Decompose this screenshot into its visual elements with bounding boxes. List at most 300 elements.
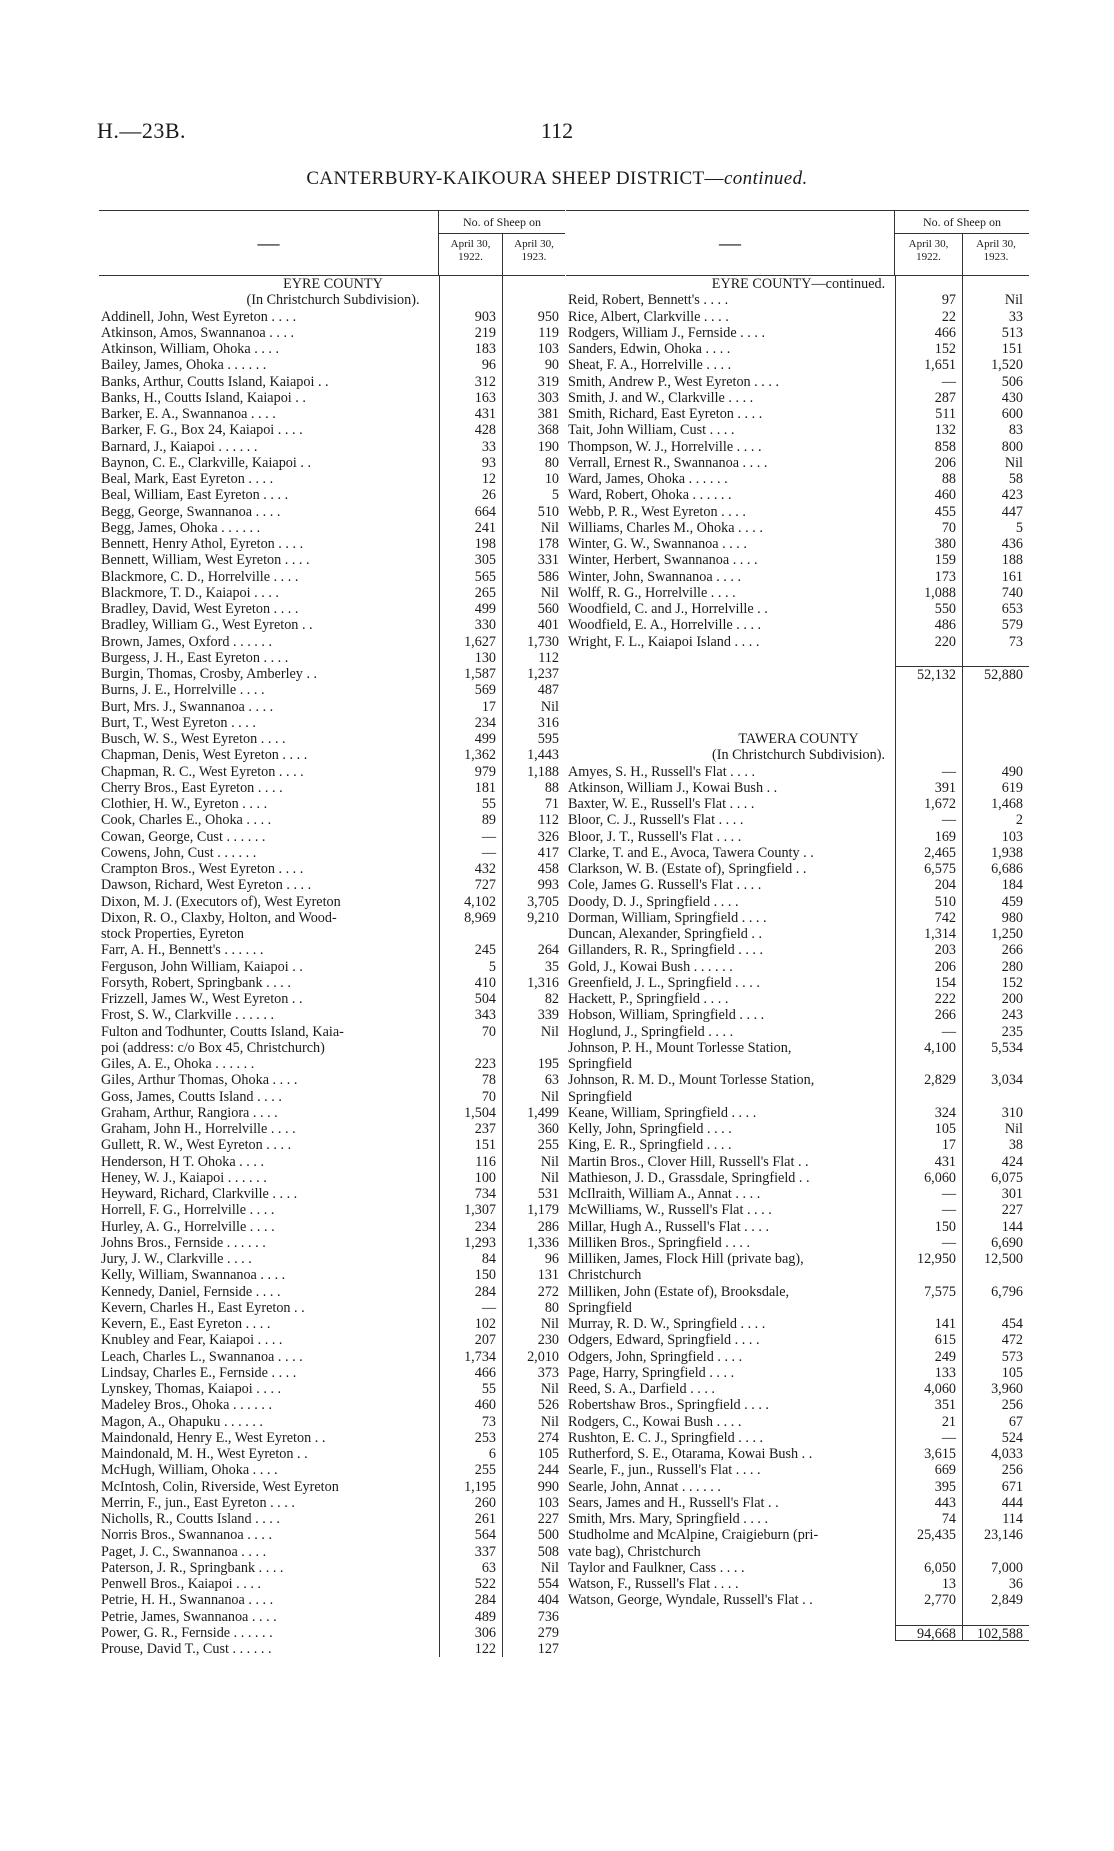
sheep-count-1922: 460 — [474, 1397, 496, 1414]
sheep-count-1922: 130 — [474, 649, 496, 666]
sheep-count-1923: 1,520 — [991, 357, 1023, 374]
sheep-count-1923: Nil — [540, 698, 559, 715]
sheep-count-1923: 80 — [544, 1299, 559, 1316]
sheep-count-1923: 144 — [1001, 1218, 1023, 1235]
sheep-count-1923: 619 — [1001, 779, 1023, 796]
sheep-count-1922: 343 — [474, 1007, 496, 1024]
sheep-count-1923: 96 — [544, 1251, 559, 1267]
owner-name: Blackmore, C. D., Horrelville . . . . — [101, 568, 299, 585]
sheep-count-1923: 1,188 — [527, 763, 559, 780]
sheep-count-1923: Nil — [540, 1088, 559, 1105]
sheep-count-1922: 351 — [934, 1397, 956, 1414]
table-row — [99, 1170, 565, 1186]
sheep-group-label: No. of Sheep on — [895, 211, 1029, 234]
sheep-count-1923: 980 — [1001, 909, 1023, 926]
table-row — [99, 747, 565, 763]
table-row — [99, 1397, 565, 1413]
owner-name: Chapman, R. C., West Eyreton . . . . — [101, 763, 304, 780]
sheep-count-1923: 280 — [1001, 958, 1023, 975]
owner-name: Lindsay, Charles E., Fernside . . . . — [101, 1364, 297, 1381]
owner-name: McIlraith, William A., Annat . . . . — [568, 1186, 761, 1202]
owner-name: Amyes, S. H., Russell's Flat . . . . — [568, 763, 756, 780]
sheep-count-1923: Nil — [540, 1153, 559, 1170]
sheep-count-1923 — [502, 926, 565, 942]
section-heading — [566, 276, 1029, 292]
sheep-count-1922: 206 — [934, 454, 956, 471]
table-row — [566, 975, 1029, 991]
col-1923-header: April 30, 1923. — [502, 234, 565, 275]
owner-name: Graham, John H., Horrelville . . . . — [101, 1121, 296, 1137]
sheep-count-1923: 472 — [1001, 1332, 1023, 1349]
owner-name: Sanders, Edwin, Ohoka . . . . — [568, 341, 731, 357]
owner-name: Heney, W. J., Kaiapoi . . . . . . — [101, 1169, 267, 1186]
sheep-count-1922: 12,950 — [916, 1251, 956, 1267]
sheep-count-1923: 279 — [537, 1624, 559, 1641]
owner-name: Beal, William, East Eyreton . . . . — [101, 487, 289, 504]
sheep-count-1923: 454 — [1001, 1316, 1023, 1332]
table-row — [566, 341, 1029, 357]
owner-name: Forsyth, Robert, Springbank . . . . — [101, 974, 291, 991]
table-row — [566, 569, 1029, 585]
sheep-count-1922: 70 — [941, 519, 956, 536]
owner-name: Woodfield, C. and J., Horrelville . . — [568, 601, 768, 617]
sheep-count-1922: — — [941, 763, 956, 780]
sheep-count-1923: 83 — [1008, 422, 1023, 439]
sheep-count-1922: 204 — [934, 877, 956, 894]
owner-name: Johnson, R. M. D., Mount Torlesse Station, — [568, 1072, 815, 1089]
table-row — [566, 504, 1029, 520]
sheep-count-1922: 132 — [934, 422, 956, 439]
sheep-count-1923: 800 — [1001, 438, 1023, 455]
table-row — [566, 1544, 1029, 1560]
owner-name: Verrall, Ernest R., Swannanoa . . . . — [568, 454, 768, 471]
table-row — [99, 1056, 565, 1072]
sheep-count-1923: Nil — [540, 584, 559, 601]
sheep-count-1922: 255 — [474, 1462, 496, 1479]
name-column-header: — — [719, 230, 741, 255]
table-row — [99, 894, 565, 910]
owner-name: Hurley, A. G., Horrelville . . . . — [101, 1218, 275, 1235]
table-row — [566, 959, 1029, 975]
sheep-count-1923: 524 — [1001, 1429, 1023, 1446]
sheep-count-1922: 455 — [934, 503, 956, 520]
table-row — [99, 910, 565, 926]
sheep-count-1923: 653 — [1001, 601, 1023, 617]
table-row — [566, 877, 1029, 893]
sheep-count-1923: 459 — [1001, 893, 1023, 910]
sheep-count-1922: — — [941, 1023, 956, 1040]
sheep-count-1923: 38 — [1008, 1137, 1023, 1154]
table-row — [566, 1056, 1029, 1072]
sheep-count-1923 — [962, 1544, 1029, 1560]
owner-name: Burt, Mrs. J., Swannanoa . . . . — [101, 698, 274, 715]
owner-name: Addinell, John, West Eyreton . . . . — [101, 308, 297, 325]
sheep-count-1923: 424 — [1001, 1153, 1023, 1170]
owner-name: Madeley Bros., Ohoka . . . . . . — [101, 1397, 273, 1414]
table-row — [566, 682, 1029, 698]
sheep-count-1922: 203 — [934, 942, 956, 959]
owner-name: Penwell Bros., Kaiapoi . . . . — [101, 1576, 261, 1592]
owner-name: Studholme and McAlpine, Craigieburn (pri- — [568, 1527, 819, 1544]
owner-name: (In Christchurch Subdivision). — [246, 292, 420, 309]
sheep-count-1922: 569 — [474, 682, 496, 699]
sheep-count-1923: 114 — [1002, 1511, 1023, 1527]
sheep-count-1923: 71 — [544, 796, 559, 812]
sheep-count-1923: 586 — [537, 568, 559, 585]
owner-name: Watson, George, Wyndale, Russell's Flat . . — [568, 1592, 813, 1609]
sheep-count-1923: 1,468 — [991, 796, 1023, 812]
sheep-count-1923: 2,849 — [991, 1592, 1023, 1609]
sheep-count-1923: 579 — [1001, 617, 1023, 634]
sheep-count-1922: 173 — [934, 568, 956, 585]
sheep-count-1922: 100 — [474, 1169, 496, 1186]
sheep-count-1923: 256 — [1001, 1397, 1023, 1414]
table-row — [566, 1446, 1029, 1462]
owner-name: Kelly, John, Springfield . . . . — [568, 1121, 732, 1137]
owner-name: Bloor, J. T., Russell's Flat . . . . — [568, 828, 742, 845]
sheep-count-1922: — — [481, 828, 496, 845]
table-row — [566, 1284, 1029, 1300]
sheep-count-1923: 373 — [537, 1364, 559, 1381]
section-heading — [99, 292, 565, 308]
col-1922-header: April 30, 1922. — [908, 238, 949, 263]
sheep-count-1922: 486 — [934, 617, 956, 634]
table-row — [99, 715, 565, 731]
owner-name — [566, 1625, 895, 1641]
owner-name: Christchurch — [568, 1267, 642, 1284]
sheep-count-1922: 410 — [474, 974, 496, 991]
sheep-count-1922: 391 — [934, 779, 956, 796]
owner-name: Atkinson, William J., Kowai Bush . . — [568, 779, 778, 796]
owner-name: Farr, A. H., Bennett's . . . . . . — [101, 942, 264, 959]
sheep-count-1922: 1,088 — [924, 584, 956, 601]
sheep-count-1923: 4,033 — [991, 1446, 1023, 1462]
owner-name: Dorman, William, Springfield . . . . — [568, 909, 767, 926]
owner-name: Frizzell, James W., West Eyreton . . — [101, 991, 303, 1007]
table-row — [566, 780, 1029, 796]
table-row — [99, 1040, 565, 1056]
owner-name: Taylor and Faulkner, Cass . . . . — [568, 1559, 745, 1576]
sheep-count-1922: 4,060 — [924, 1381, 956, 1397]
sheep-count-1922: — — [941, 1202, 956, 1219]
table-row — [566, 455, 1029, 471]
owner-name: Millar, Hugh A., Russell's Flat . . . . — [568, 1218, 770, 1235]
sheep-count-1923: 119 — [538, 324, 559, 341]
sheep-count-1923: 33 — [1008, 308, 1023, 325]
owner-name: Beal, Mark, East Eyreton . . . . — [101, 471, 274, 487]
owner-name: Norris Bros., Swannanoa . . . . — [101, 1527, 273, 1544]
sheep-count-1923: 560 — [537, 601, 559, 617]
table-row — [99, 666, 565, 682]
sheep-count-1923: 430 — [1001, 389, 1023, 406]
table-row — [566, 1170, 1029, 1186]
owner-name: Woodfield, E. A., Horrelville . . . . — [568, 617, 762, 634]
sheep-count-1923: 6,075 — [991, 1169, 1023, 1186]
sheep-count-1923: 103 — [1001, 828, 1023, 845]
sheep-count-1923: 319 — [537, 373, 559, 390]
owner-name: Johnson, P. H., Mount Torlesse Station, — [568, 1039, 792, 1056]
owner-name: Graham, Arthur, Rangiora . . . . — [101, 1104, 278, 1121]
table-row — [99, 942, 565, 958]
sheep-count-1922: 4,100 — [924, 1039, 956, 1056]
sheep-count-1922: 380 — [934, 536, 956, 552]
sheep-count-1922: 395 — [934, 1478, 956, 1495]
owner-name: Milliken, John (Estate of), Brooksdale, — [568, 1283, 790, 1300]
owner-name: Sears, James and H., Russell's Flat . . — [568, 1494, 779, 1511]
sheep-count-1923: 200 — [1001, 991, 1023, 1007]
table-row — [566, 1267, 1029, 1283]
sheep-count-1923: 274 — [537, 1429, 559, 1446]
page-number: 112 — [540, 118, 574, 143]
sheep-count-1922: 234 — [474, 714, 496, 731]
owner-name: vate bag), Christchurch — [568, 1543, 701, 1560]
sheep-count-1923: 500 — [537, 1527, 559, 1544]
table-row — [99, 731, 565, 747]
sheep-count-1922: 305 — [474, 552, 496, 569]
sheep-count-1922: 52,132 — [895, 666, 962, 682]
owner-name: Baynon, C. E., Clarkville, Kaiapoi . . — [101, 454, 312, 471]
sheep-count-1922: 615 — [934, 1332, 956, 1349]
owner-name: Cowan, George, Cust . . . . . . — [101, 828, 266, 845]
table-row — [566, 1414, 1029, 1430]
sheep-count-1923: 5 — [1015, 519, 1023, 536]
table-row — [99, 569, 565, 585]
owner-name: Magon, A., Ohapuku . . . . . . — [101, 1413, 263, 1430]
sheep-count-1923: 950 — [537, 308, 559, 325]
left-table — [99, 210, 565, 1657]
sheep-count-1922: 234 — [474, 1218, 496, 1235]
table-row — [99, 390, 565, 406]
owner-name: Ward, Robert, Ohoka . . . . . . — [568, 487, 732, 504]
table-row — [99, 845, 565, 861]
table-row — [566, 894, 1029, 910]
table-row — [99, 650, 565, 666]
owner-name: Petrie, H. H., Swannanoa . . . . — [101, 1592, 274, 1609]
table-row — [99, 812, 565, 828]
sheep-count-1922: 489 — [474, 1608, 496, 1625]
sheep-count-1923: 339 — [537, 1007, 559, 1024]
sheep-count-1922: 55 — [481, 796, 496, 812]
sheep-count-1923: 272 — [537, 1283, 559, 1300]
table-row — [99, 1284, 565, 1300]
name-column-header: — — [257, 230, 280, 255]
sheep-count-1922: — — [481, 1299, 496, 1316]
table-row — [99, 439, 565, 455]
sheep-count-1922: 237 — [474, 1121, 496, 1137]
sheep-count-1923: 600 — [1001, 406, 1023, 422]
sheep-count-1923: 103 — [537, 341, 559, 357]
sheep-count-1922: 94,668 — [895, 1625, 962, 1641]
owner-name: Begg, George, Swannanoa . . . . — [101, 503, 281, 520]
sheep-count-1922: — — [481, 844, 496, 861]
owner-name: Clarke, T. and E., Avoca, Tawera County . . — [568, 844, 814, 861]
sheep-count-1923: 131 — [537, 1267, 559, 1284]
sheep-count-1922: — — [941, 812, 956, 829]
owner-name: Burt, T., West Eyreton . . . . — [101, 714, 256, 731]
section-heading — [566, 747, 1029, 763]
table-row — [99, 406, 565, 422]
table-row — [99, 1235, 565, 1251]
sheep-count-1922: 206 — [934, 958, 956, 975]
table-row — [99, 764, 565, 780]
owner-name: Baxter, W. E., Russell's Flat . . . . — [568, 796, 755, 812]
sheep-count-1922: 6,060 — [924, 1169, 956, 1186]
sheep-count-1923: 90 — [544, 357, 559, 374]
table-row — [566, 357, 1029, 373]
sheep-count-1923: 230 — [537, 1332, 559, 1349]
sheep-count-1922: 428 — [474, 422, 496, 439]
table-row — [566, 1609, 1029, 1625]
table-row — [99, 325, 565, 341]
sheep-count-1922: 432 — [474, 861, 496, 877]
sheep-count-1922: 431 — [474, 406, 496, 422]
sheep-count-1923: Nil — [1004, 1121, 1023, 1137]
table-row — [99, 634, 565, 650]
sheep-count-1923: 506 — [1001, 373, 1023, 390]
sheep-count-1922: 1,314 — [924, 926, 956, 942]
sheep-count-1923: 58 — [1008, 471, 1023, 487]
owner-name: Wolff, R. G., Horrelville . . . . — [568, 584, 736, 601]
table-row — [99, 1332, 565, 1348]
owner-name: Burns, J. E., Horrelville . . . . — [101, 682, 265, 699]
sheep-count-1922: 564 — [474, 1527, 496, 1544]
owner-name: Barnard, J., Kaiapoi . . . . . . — [101, 438, 258, 455]
sheep-count-1922: 466 — [474, 1364, 496, 1381]
owner-name: Keane, William, Springfield . . . . — [568, 1104, 757, 1121]
sheep-count-1923 — [962, 1089, 1029, 1105]
sheep-count-1922: 742 — [934, 909, 956, 926]
owner-name: poi (address: c/o Box 45, Christchurch) — [101, 1039, 325, 1056]
owner-name: Martin Bros., Clover Hill, Russell's Flat . . — [568, 1153, 809, 1170]
sheep-count-1922: 324 — [934, 1104, 956, 1121]
sheep-count-1922: 183 — [474, 341, 496, 357]
sheep-count-1922: 330 — [474, 617, 496, 634]
sheep-count-1923: 1,443 — [527, 747, 559, 764]
table-row — [566, 325, 1029, 341]
sheep-count-1922: 13 — [941, 1576, 956, 1592]
owner-name: Smith, Andrew P., West Eyreton . . . . — [568, 373, 780, 390]
sheep-count-1923: 63 — [544, 1072, 559, 1089]
sheep-count-1922: 260 — [474, 1494, 496, 1511]
table-row — [566, 1105, 1029, 1121]
sheep-count-1923: 5 — [551, 487, 559, 504]
sheep-count-1923: 360 — [537, 1121, 559, 1137]
table-row — [99, 1316, 565, 1332]
sheep-count-1922: 306 — [474, 1624, 496, 1641]
table-row — [566, 1332, 1029, 1348]
table-row — [566, 1462, 1029, 1478]
sheep-count-1923: 88 — [544, 779, 559, 796]
sheep-count-1923: 401 — [537, 617, 559, 634]
table-row — [99, 536, 565, 552]
sheep-count-1923: 286 — [537, 1218, 559, 1235]
table-row — [99, 1007, 565, 1023]
table-row — [99, 1024, 565, 1040]
table-row — [99, 1251, 565, 1267]
sheep-count-1922: 223 — [474, 1056, 496, 1072]
owner-name: Cook, Charles E., Ohoka . . . . — [101, 812, 272, 829]
sheep-count-1922: 1,504 — [464, 1104, 496, 1121]
table-row — [566, 910, 1029, 926]
table-row — [99, 1592, 565, 1608]
table-row — [566, 390, 1029, 406]
sheep-count-1923: 526 — [537, 1397, 559, 1414]
sheep-count-1922: 565 — [474, 568, 496, 585]
table-row — [99, 1446, 565, 1462]
sheep-count-header — [438, 211, 565, 275]
owner-name: Searle, John, Annat . . . . . . — [568, 1478, 721, 1495]
sheep-count-1922: 159 — [934, 552, 956, 569]
sheep-count-header — [894, 211, 1029, 275]
owner-name: Cherry Bros., East Eyreton . . . . — [101, 779, 283, 796]
sheep-count-1923: 195 — [537, 1056, 559, 1072]
sheep-count-1923: 303 — [537, 389, 559, 406]
table-row — [566, 1300, 1029, 1316]
sheep-count-1923: 310 — [1001, 1104, 1023, 1121]
sheep-count-1922: 265 — [474, 584, 496, 601]
table-row — [99, 926, 565, 942]
table-row — [566, 1024, 1029, 1040]
sheep-count-1922: — — [941, 1429, 956, 1446]
table-row — [99, 1381, 565, 1397]
sheep-count-1923: 1,499 — [527, 1104, 559, 1121]
sheep-count-1922: 88 — [941, 471, 956, 487]
sheep-count-1922: 2,829 — [924, 1072, 956, 1089]
sheep-count-1923: 6,686 — [991, 861, 1023, 877]
table-row — [99, 1154, 565, 1170]
owner-name: Heyward, Richard, Clarkville . . . . — [101, 1186, 298, 1202]
table-row — [566, 1089, 1029, 1105]
table-row — [566, 926, 1029, 942]
sheep-count-1923: 736 — [537, 1608, 559, 1625]
table-row — [566, 991, 1029, 1007]
sheep-count-1922: 510 — [934, 893, 956, 910]
sheep-count-1923: 331 — [537, 552, 559, 569]
table-row — [566, 520, 1029, 536]
sheep-count-1923: 23,146 — [983, 1527, 1023, 1544]
table-row — [99, 1479, 565, 1495]
sheep-count-1923: 531 — [537, 1186, 559, 1202]
sheep-count-1922: 903 — [474, 308, 496, 325]
sheep-count-1923: 10 — [544, 471, 559, 487]
sheep-count-1922: 1,362 — [464, 747, 496, 764]
owner-name: Tait, John William, Cust . . . . — [568, 422, 735, 439]
sheep-count-1922: 466 — [934, 324, 956, 341]
sheep-count-1922: 97 — [941, 292, 956, 309]
owner-name: Bloor, C. J., Russell's Flat . . . . — [568, 812, 744, 829]
table-row — [99, 309, 565, 325]
owner-name: Johns Bros., Fernside . . . . . . — [101, 1234, 266, 1251]
sheep-count-1922 — [895, 1300, 962, 1316]
sheep-count-1923: Nil — [1004, 292, 1023, 309]
sheep-count-1922: — — [941, 373, 956, 390]
sheep-count-1923: 227 — [537, 1511, 559, 1527]
owner-name: Gullett, R. W., West Eyreton . . . . — [101, 1137, 292, 1154]
sheep-count-1922: 150 — [934, 1218, 956, 1235]
owner-name: Webb, P. R., West Eyreton . . . . — [568, 503, 746, 520]
owner-name: Ward, James, Ohoka . . . . . . — [568, 471, 728, 487]
sheep-count-1923: 243 — [1001, 1007, 1023, 1024]
sheep-count-1922: 727 — [474, 877, 496, 894]
sheep-count-1922: 133 — [934, 1364, 956, 1381]
sheep-count-1922: 78 — [481, 1072, 496, 1089]
sheep-count-1923: 447 — [1001, 503, 1023, 520]
document-reference: H.—23B. — [97, 118, 187, 143]
sheep-count-1922: 2,770 — [924, 1592, 956, 1609]
sheep-count-1922: 858 — [934, 438, 956, 455]
owner-name: Murray, R. D. W., Springfield . . . . — [568, 1316, 766, 1332]
table-row — [99, 877, 565, 893]
